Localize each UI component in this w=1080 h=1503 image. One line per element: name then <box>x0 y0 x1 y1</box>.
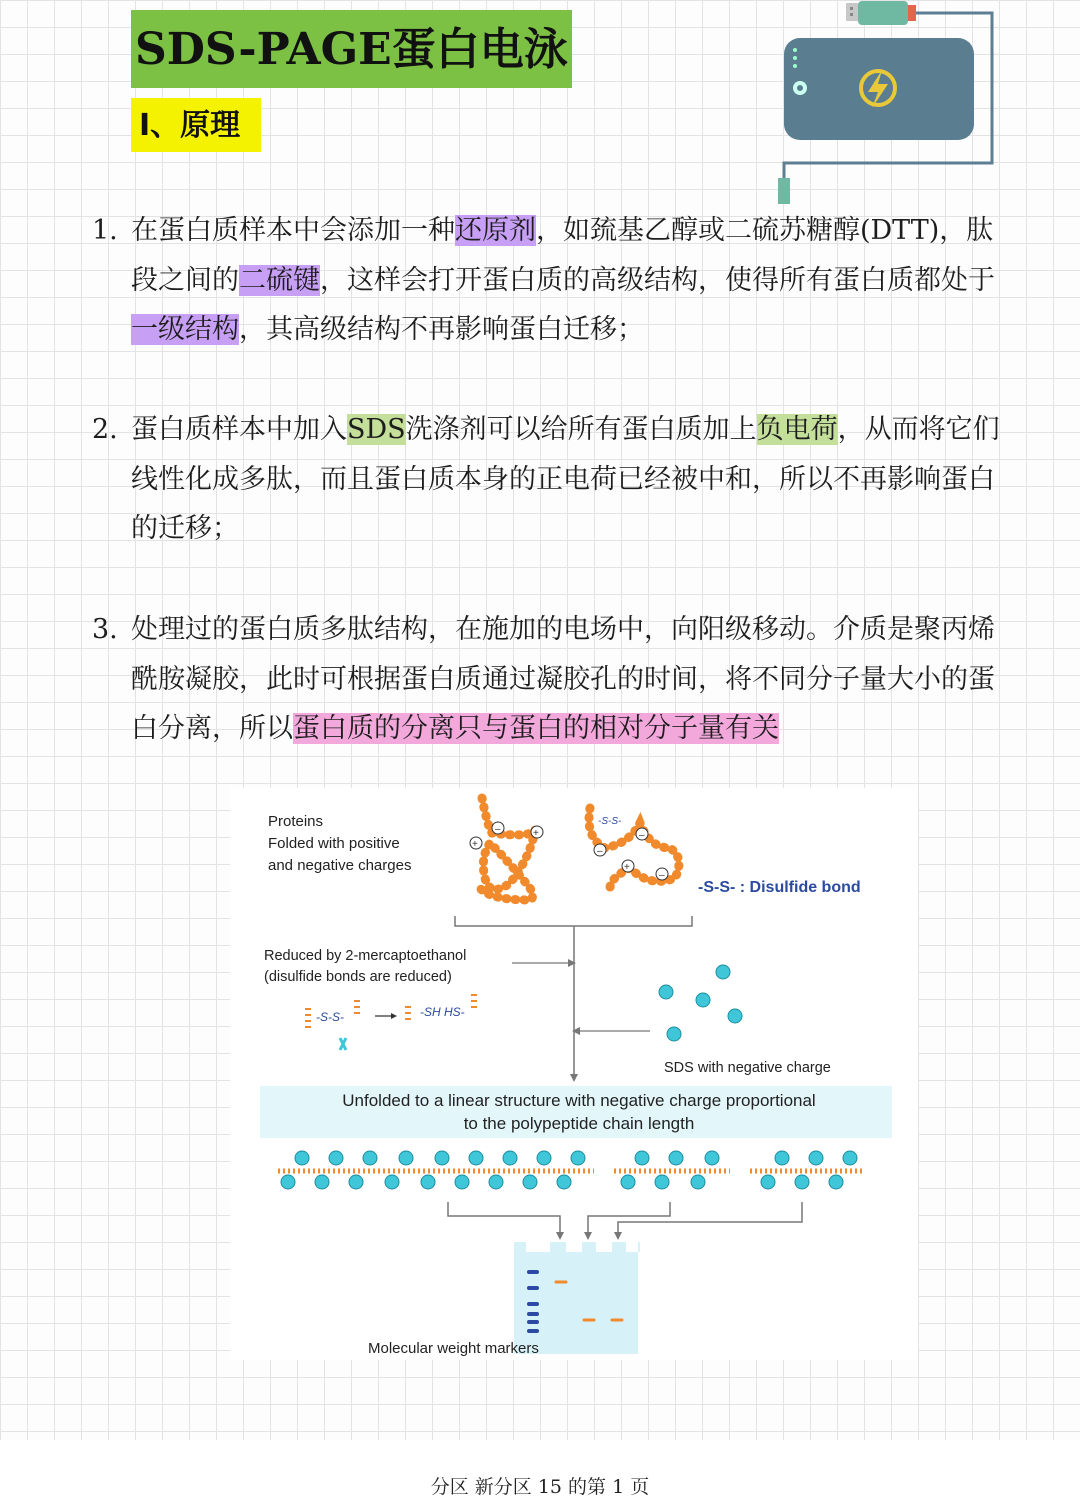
highlight-reducing-agent: 还原剂 <box>455 215 536 246</box>
text-run: ，如巯基乙醇或二硫苏糖醇(DTT)，肽段之间的 <box>131 215 994 296</box>
sh-label: -SH HS- <box>420 1005 465 1019</box>
text-run: ，这样会打开蛋白质的高级结构，使得所有蛋白质都处于 <box>320 264 995 296</box>
svg-text:+: + <box>472 839 478 850</box>
highlight-conclusion: 蛋白质的分离只与蛋白的相对分子量有关 <box>293 713 779 744</box>
reduced-label: Reduced by 2-mercaptoethanol <box>264 948 467 964</box>
power-bank-icon <box>770 0 1010 205</box>
page-footer: 分区 新分区 15 的第 1 页 <box>430 1476 650 1498</box>
disulfide-legend: -S-S- : Disulfide bond <box>698 879 861 896</box>
highlight-disulfide-bond: 二硫键 <box>239 264 320 296</box>
text-run: ，其高级结构不再影响蛋白迁移； <box>239 314 644 345</box>
proteins-label: and negative charges <box>268 857 412 874</box>
unfolded-label: Unfolded to a linear structure with negative charge proportional <box>342 1091 816 1110</box>
svg-text:–: – <box>659 870 665 881</box>
page-title: SDS-PAGE蛋白电泳 <box>131 10 572 88</box>
ss-label: -S-S- <box>316 1010 344 1024</box>
text-run: ，从而将它们线性化成多肽，而且蛋白质本身的正电荷已经被中和，所以不再影响蛋白的迁移； <box>131 414 1000 544</box>
svg-text:–: – <box>495 824 501 835</box>
item-text <box>131 206 1006 355</box>
text-run: 在蛋白质样本中会添加一种 <box>131 215 455 246</box>
text-run: 洗涤剂可以给所有蛋白质加上 <box>405 414 757 445</box>
highlight-negative-charge: 负电荷 <box>756 414 838 445</box>
text-run: 蛋白质样本中加入 <box>131 414 347 445</box>
unfolded-label: to the polypeptide chain length <box>463 1114 695 1133</box>
markers-label: Molecular weight markers <box>368 1340 539 1357</box>
svg-text:–: – <box>597 846 603 857</box>
item-text <box>131 605 1006 754</box>
text-run: 处理过的蛋白质多肽结构，在施加的电场中，向阳级移动。介质是聚丙烯酰胺凝胶，此时可根据蛋白质通过凝胶孔的时间，将不同分子量大小的蛋白分离，所以 <box>131 614 995 744</box>
item-number: 1. <box>92 215 118 246</box>
reduced-label: (disulfide bonds are reduced) <box>264 969 452 985</box>
highlight-primary-structure: 一级结构 <box>131 314 239 345</box>
svg-text:+: + <box>624 862 630 873</box>
gel <box>514 1242 640 1354</box>
sds-page-diagram <box>230 788 918 1360</box>
proteins-label: Proteins <box>268 813 324 830</box>
item-number: 2. <box>92 414 118 445</box>
sds-label: SDS with negative charge <box>664 1060 831 1076</box>
section-heading: Ⅰ、原理 <box>131 98 261 152</box>
svg-text:-S-S-: -S-S- <box>598 816 622 827</box>
proteins-label: Folded with positive <box>268 835 400 852</box>
svg-text:+: + <box>533 828 539 839</box>
svg-text:–: – <box>639 830 645 841</box>
highlight-sds: SDS <box>347 414 406 445</box>
item-number: 3. <box>92 614 118 645</box>
item-text <box>131 405 1006 554</box>
